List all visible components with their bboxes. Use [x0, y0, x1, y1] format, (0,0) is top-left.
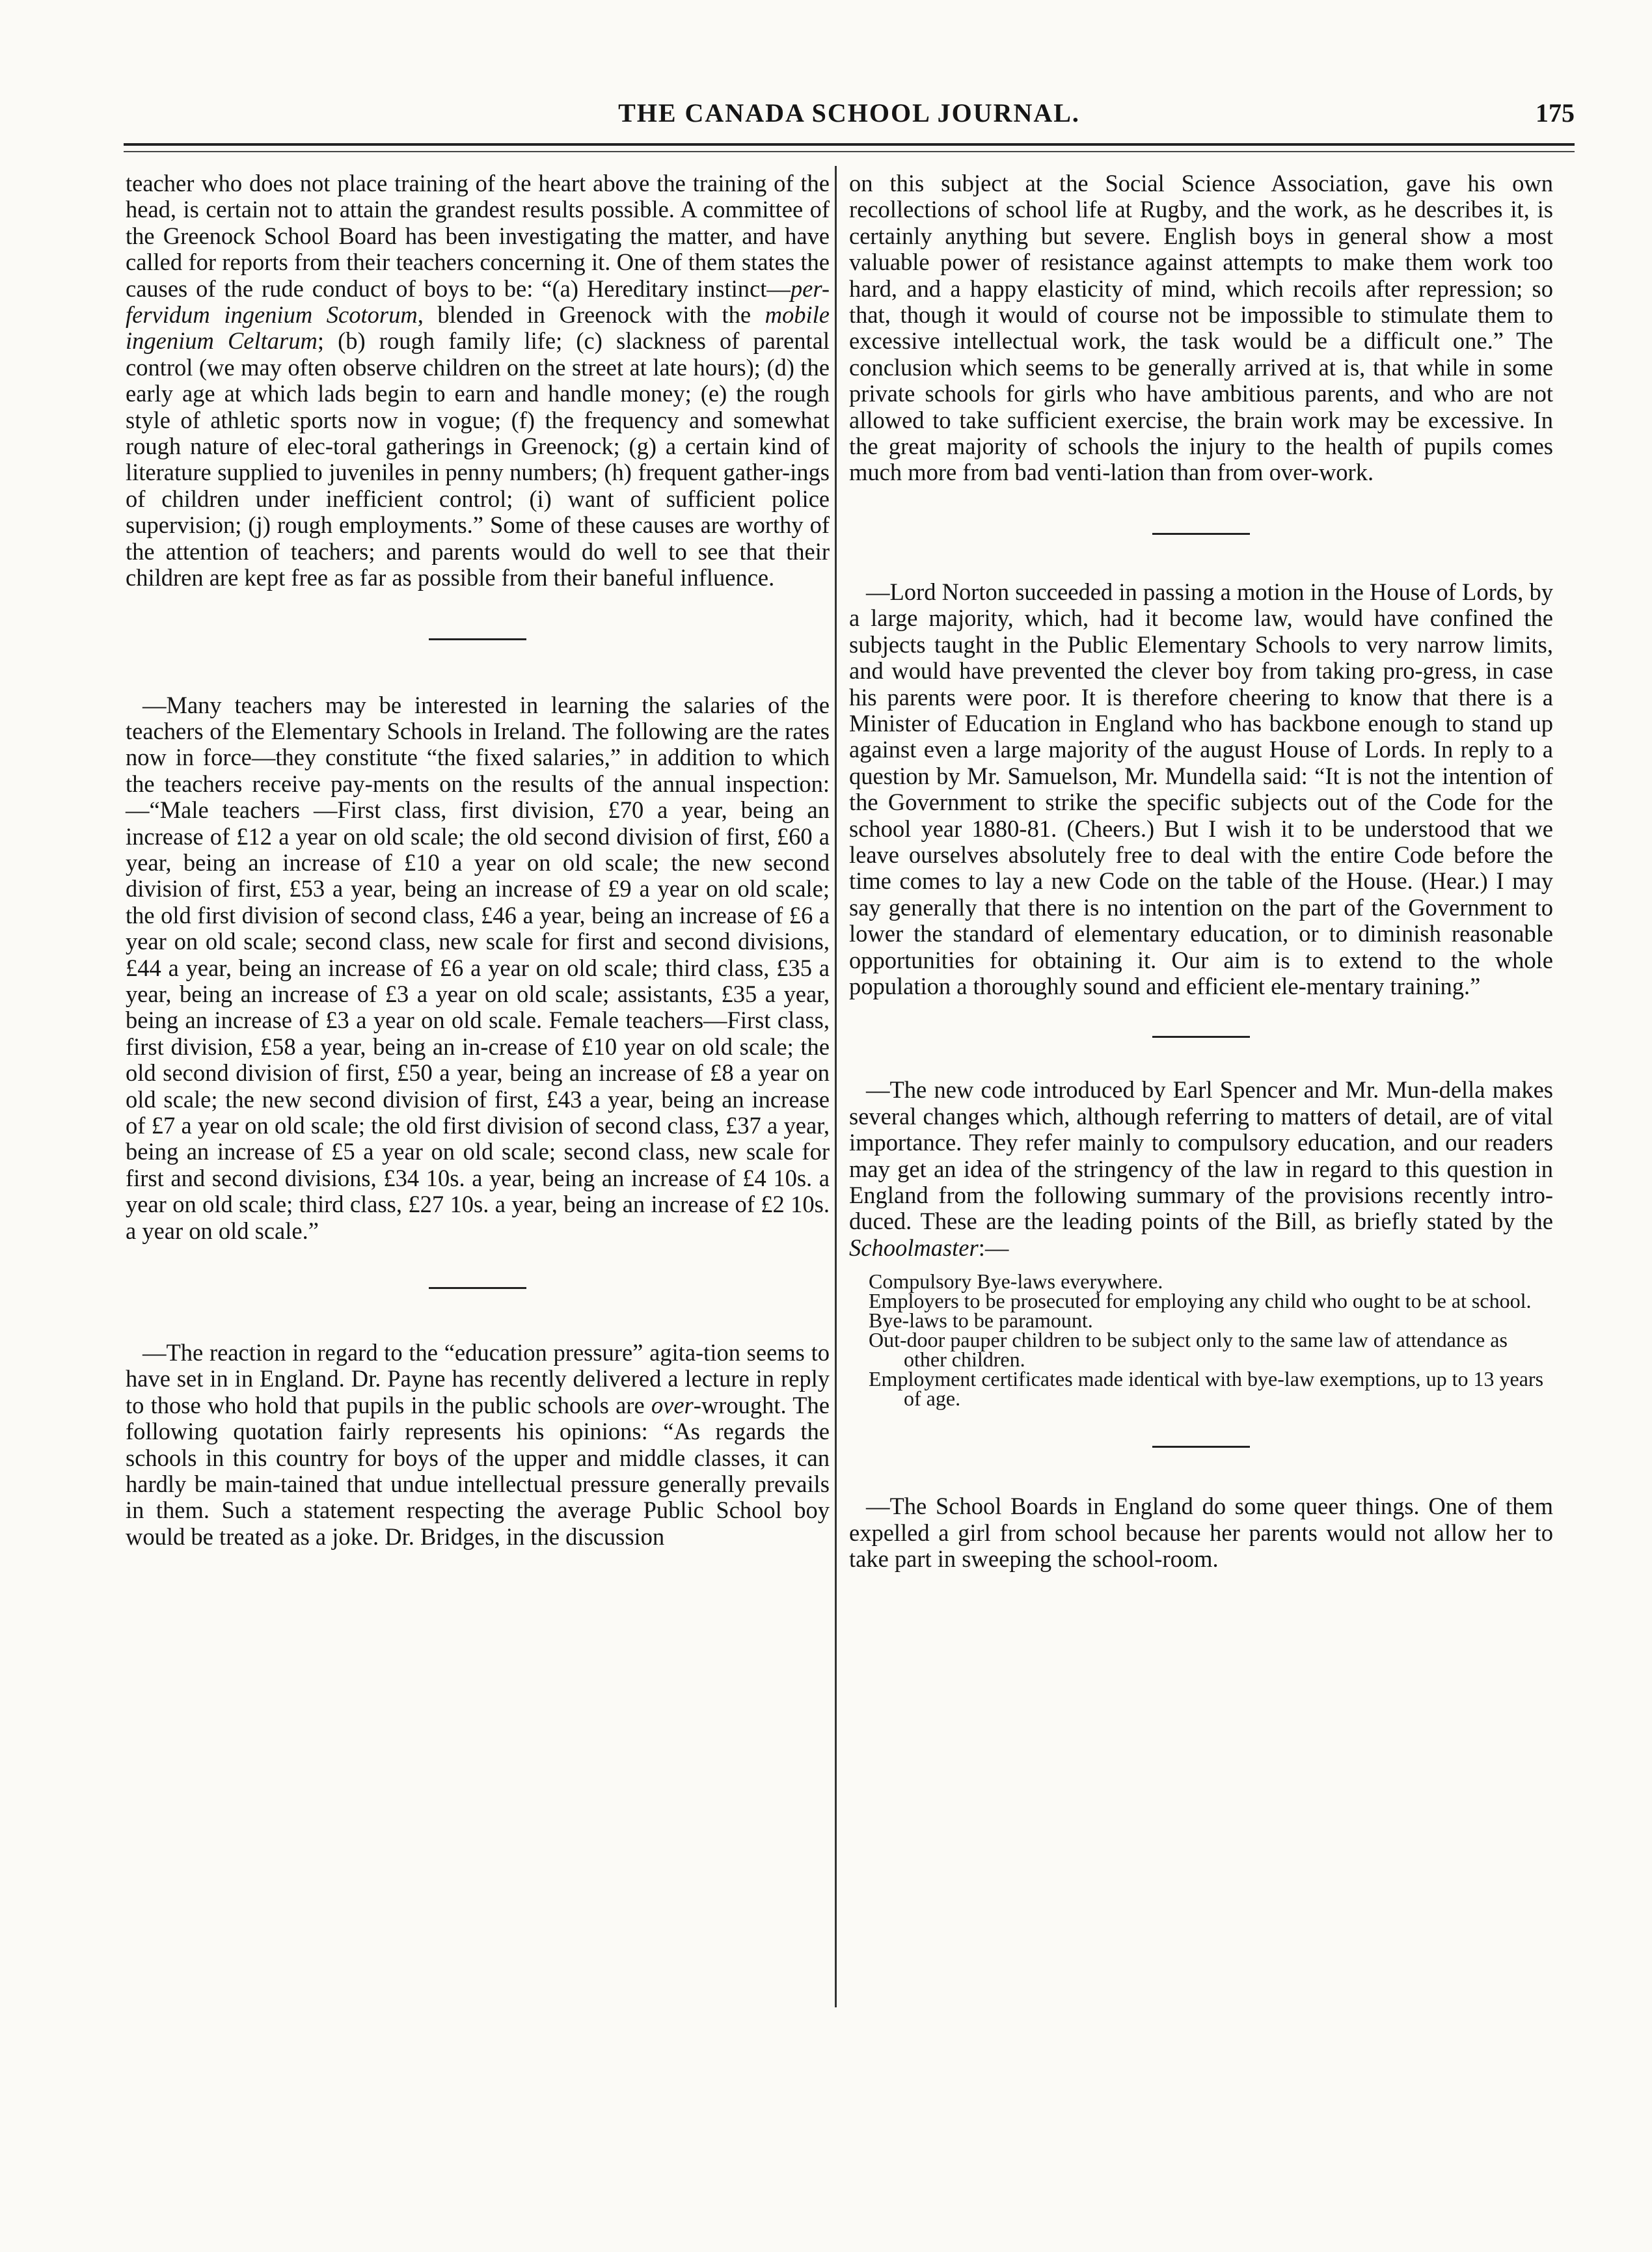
article-greenock-conduct	[126, 170, 830, 591]
article-lord-norton: —Lord Norton succeeded in passing a motion in the House of Lords, by a large majority, which, had it become law, would have confined the subjects taught in the Public Elementary Schools to very narrow limits, and would have prevented the clever boy from taking pro-gress, in case his parents were poor. It is therefore cheering to know that there is a Minister of Education in England who has backbone enough to stand up against even a large majority of the august House of Lords. In reply to a question by Mr. Samuelson, Mr. Mundella said: “It is not the intention of the Government to strike the specific subjects out of the Code for the school year 1880-81. (Cheers.) But I wish it to be understood that we leave ourselves absolutely free to deal with the entire Code before the time comes to lay a new Code on the table of the House. (Hear.) I may say generally that there is no intention on the part of the Government to lower the standard of elementary education, or to diminish reasonable opportunities for obtaining it. Our aim is to extend to the whole population a thoroughly sound and efficient ele-mentary training.”	[849, 578, 1553, 999]
code-points-list	[849, 1269, 1553, 1411]
list-item: Employers to be prosecuted for employing any child who ought to be at school.	[869, 1289, 1532, 1313]
emphasis: over	[651, 1391, 694, 1418]
running-header	[124, 98, 1575, 137]
text-run: , blended in Greenock with the	[417, 301, 765, 329]
text-run: :—	[978, 1234, 1009, 1261]
latin-phrase: mobile ingenium Celtarum	[126, 301, 830, 355]
publication-name: Schoolmaster	[849, 1234, 979, 1261]
list-item: Employment certificates made identical with bye-law exemptions, up to 13 years of age.	[869, 1367, 1544, 1411]
page-number: 175	[1536, 98, 1575, 128]
article-new-code	[849, 1077, 1553, 1261]
article-education-pressure	[126, 1340, 830, 1550]
article-irish-salaries: —Many teachers may be interested in learning the salaries of the teachers of the Elementary Schools in Ireland. The following are the rates now in force—they constitute “the fixed salaries,” in addition to which the teachers receive pay-ments on the results of the annual inspection:—“Male teachers —First class, first division, £70 a year, being an increase of £12 a year on old scale; the old second division of first, £60 a year, being an increase of £10 a year on old scale; the new second division of first, £53 a year, being an increase of £9 a year on old scale; the old first division of second class, £46 a year, being an increase of £6 a year on old scale; second class, new scale for first and second divisions, £44 a year, being an increase of £6 a year on old scale; third class, £35 a year, being an increase of £3 a year on old scale; assistants, £35 a year, being an increase of £3 a year on old scale. Female teachers—First class, first division, £58 a year, being an in-crease of £10 year on old scale; the old second division of first, £50 a year, being an increase of £8 a year on old scale; the new second division of first, £43 a year, being an increase of £7 a year on old scale; the old first division of second class, £37 a year, being an increase of £5 a year on old scale; second class, new scale for first and second divisions, £34 10s. a year, being an increase of £4 10s. a year on old scale; third class, £27 10s. a year, being an increase of £2 10s. a year on old scale.”	[126, 691, 830, 1244]
right-column	[849, 170, 1553, 1572]
article-education-pressure-continued: on this subject at the Social Science Association, gave his own recollections of school life at Rugby, and the work, as he describes it, is certainly anything but severe. English boys in general show a most valuable power of resistance against attempts to make them work too hard, and a happy elasticity of mind, which recoils after repression; so that, though it would of course not be impossible to stimulate them to excessive intellectual work, the task would be a difficult one.” The conclusion which seems to be generally arrived at is, that while in some private schools for girls who have ambitious parents, and who are not allowed to take sufficient exercise, the brain work may be excessive. In the great majority of schools the injury to the health of pupils comes much more from bad venti-lation than from over-work.	[849, 170, 1553, 486]
header-rule-thick	[124, 143, 1575, 146]
column-divider	[835, 166, 837, 2007]
text-run: -wrought. The following quotation fairly represents his opinions: “As regards the schools in this country for boys of the upper and middle classes, it can hardly be main-tained that undue intellectual pressure generally prevails in them. Such a statement respecting the average Public School boy would be treated as a joke. Dr. Bridges, in the discussion	[126, 1391, 830, 1550]
list-item: Out-door pauper children to be subject only to the same law of attendance as other children.	[869, 1328, 1508, 1372]
header-rule-thin	[124, 151, 1575, 152]
text-run: teacher who does not place training of the heart above the training of the head, is certain not to attain the grandest results possible. A committee of the Greenock School Board has been investigating the matter, and have called for reports from their teachers concerning it. One of them states the causes of the rude conduct of boys to be: “(a) Hereditary instinct—	[126, 170, 830, 302]
journal-title: THE CANADA SCHOOL JOURNAL.	[618, 98, 1080, 128]
article-school-boards: —The School Boards in England do some queer things. One of them expelled a girl from school because her parents would not allow her to take part in sweeping the school-room.	[849, 1493, 1553, 1573]
left-column	[126, 170, 830, 1550]
list-item: Compulsory Bye-laws everywhere.	[869, 1269, 1163, 1294]
list-item: Bye-laws to be paramount.	[869, 1309, 1093, 1333]
text-run: —The new code introduced by Earl Spencer and Mr. Mun-della makes several changes which, although referring to matters of detail, are of vital importance. They refer mainly to compulsory education, and our readers may get an idea of the stringency of the law in regard to this question in England from the following summary of the provisions recently intro-duced. These are the leading points of the Bill, as briefly stated by the	[849, 1076, 1553, 1235]
text-run: ; (b) rough family life; (c) slackness of parental control (we may often observe children on the street at late hours); (d) the early age at which lads begin to earn and handle money; (e) the rough style of athletic sports now in vogue; (f) the frequency and somewhat rough nature of elec-toral gatherings in Greenock; (g) a certain kind of literature supplied to juveniles in penny numbers; (h) frequent gather-ings of children under inefficient control; (i) want of sufficient police supervision; (j) rough employments.” Some of these causes are worthy of the attention of teachers; and parents would do well to see that their children are kept free as far as possible from their baneful influence.	[126, 327, 830, 591]
text-run: —The reaction in regard to the “education pressure” agita-tion seems to have set in in England. Dr. Payne has recently delivered a lecture in reply to those who hold that pupils in the public schools are	[126, 1339, 830, 1418]
latin-phrase: per-fervidum ingenium Scotorum	[126, 275, 830, 329]
